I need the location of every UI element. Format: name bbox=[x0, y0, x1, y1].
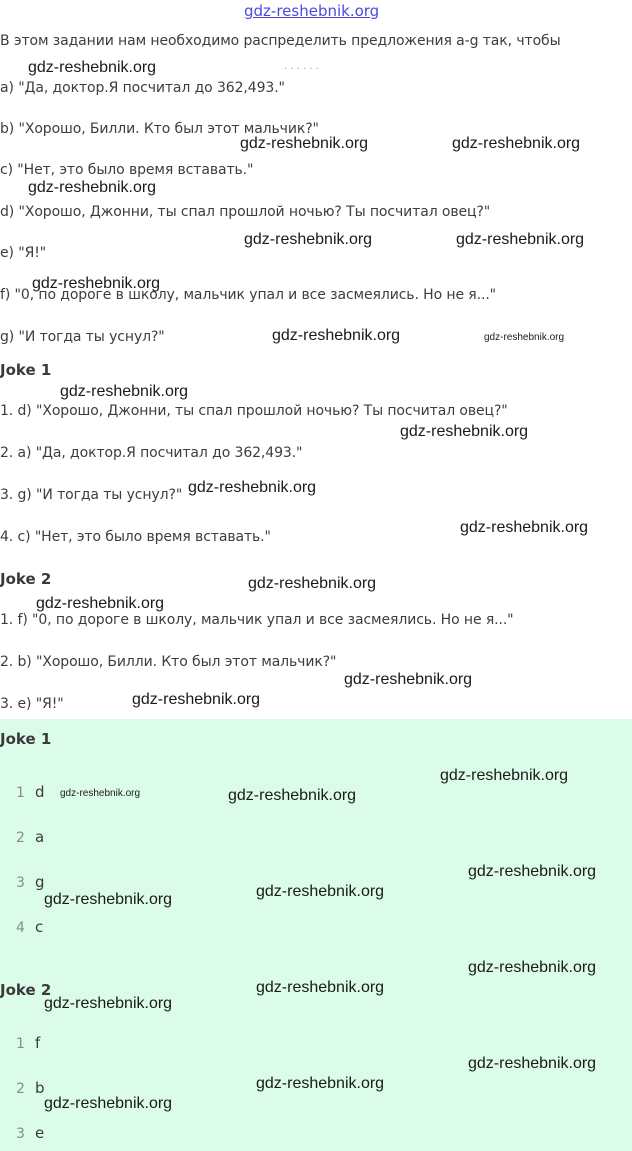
watermark: gdz-reshebnik.org bbox=[44, 1095, 173, 1112]
sentence-c: c) "Нет, это было время вставать." bbox=[0, 162, 254, 178]
watermark: gdz-reshebnik.org bbox=[256, 1075, 385, 1092]
sentence-a: a) "Да, доктор.Я посчитал до 362,493." bbox=[0, 80, 285, 96]
watermark: gdz-reshebnik.org bbox=[188, 479, 317, 496]
watermark: gdz-reshebnik.org bbox=[240, 135, 369, 152]
watermark: gdz-reshebnik.org bbox=[44, 891, 173, 908]
watermark: gdz-reshebnik.org bbox=[132, 691, 261, 708]
joke2-line: 3. e) "Я!" bbox=[0, 696, 64, 712]
watermark: gdz-reshebnik.org bbox=[400, 423, 529, 440]
answer-number: 2 bbox=[16, 830, 25, 846]
answer-letter: e bbox=[35, 1124, 45, 1142]
joke1-line: 1. d) "Хорошо, Джонни, ты спал прошлой ночью? Ты посчитал овец?" bbox=[0, 403, 508, 419]
joke1-line: 4. c) "Нет, это было время вставать." bbox=[0, 529, 271, 545]
joke2-line: 2. b) "Хорошо, Билли. Кто был этот мальчик?" bbox=[0, 654, 337, 670]
watermark: gdz-reshebnik.org bbox=[228, 787, 357, 804]
watermark: gdz-reshebnik.org bbox=[44, 995, 173, 1012]
answer-letter: b bbox=[35, 1079, 45, 1097]
answer-joke2-heading: Joke 2 bbox=[0, 981, 52, 999]
joke1-heading: Joke 1 bbox=[0, 361, 52, 379]
watermark: gdz-reshebnik.org bbox=[60, 788, 141, 799]
site-header-link[interactable]: gdz-reshebnik.org bbox=[244, 2, 380, 20]
watermark: gdz-reshebnik.org bbox=[256, 883, 385, 900]
answer-number: 3 bbox=[16, 875, 25, 891]
joke1-line: 3. g) "И тогда ты уснул?" bbox=[0, 487, 183, 503]
watermark: gdz-reshebnik.org bbox=[60, 383, 189, 400]
answer-number: 4 bbox=[16, 920, 25, 936]
watermark: gdz-reshebnik.org bbox=[256, 979, 385, 996]
joke1-line: 2. a) "Да, доктор.Я посчитал до 362,493." bbox=[0, 445, 303, 461]
answer-number: 2 bbox=[16, 1081, 25, 1097]
watermark: gdz-reshebnik.org bbox=[32, 275, 161, 292]
answer-joke1-heading: Joke 1 bbox=[0, 730, 52, 748]
joke2-heading: Joke 2 bbox=[0, 570, 52, 588]
watermark: gdz-reshebnik.org bbox=[248, 575, 377, 592]
sentence-g: g) "И тогда ты уснул?" bbox=[0, 329, 165, 345]
answer-letter: g bbox=[35, 873, 45, 891]
watermark: gdz-reshebnik.org bbox=[468, 1055, 597, 1072]
watermark: gdz-reshebnik.org bbox=[272, 327, 401, 344]
watermark: gdz-reshebnik.org bbox=[440, 767, 569, 784]
watermark: gdz-reshebnik.org bbox=[468, 863, 597, 880]
watermark: gdz-reshebnik.org bbox=[484, 332, 565, 343]
answer-number: 3 bbox=[16, 1126, 25, 1142]
answer-letter: a bbox=[35, 828, 45, 846]
watermark: gdz-reshebnik.org bbox=[468, 959, 597, 976]
joke2-line: 1. f) "0, по дороге в школу, мальчик упал и все засмеялись. Но не я..." bbox=[0, 612, 514, 628]
intro-text: В этом задании нам необходимо распределить предложения a-g так, чтобы bbox=[0, 33, 561, 49]
watermark: gdz-reshebnik.org bbox=[344, 671, 473, 688]
answer-letter: d bbox=[35, 783, 45, 801]
sentence-b: b) "Хорошо, Билли. Кто был этот мальчик?" bbox=[0, 121, 319, 137]
partially-hidden-text: · · · · · · bbox=[284, 64, 319, 75]
sentence-d: d) "Хорошо, Джонни, ты спал прошлой ночью? Ты посчитал овец?" bbox=[0, 204, 491, 220]
answer-number: 1 bbox=[16, 785, 25, 801]
sentence-e: e) "Я!" bbox=[0, 245, 47, 261]
watermark: gdz-reshebnik.org bbox=[244, 231, 373, 248]
watermark: gdz-reshebnik.org bbox=[456, 231, 585, 248]
watermark: gdz-reshebnik.org bbox=[36, 595, 165, 612]
watermark: gdz-reshebnik.org bbox=[460, 519, 589, 536]
watermark: gdz-reshebnik.org bbox=[28, 179, 157, 196]
answer-number: 1 bbox=[16, 1036, 25, 1052]
answer-letter: f bbox=[35, 1034, 41, 1052]
sentence-f: f) "0, по дороге в школу, мальчик упал и все засмеялись. Но не я..." bbox=[0, 287, 497, 303]
answer-letter: c bbox=[35, 918, 44, 936]
watermark: gdz-reshebnik.org bbox=[28, 59, 157, 76]
watermark: gdz-reshebnik.org bbox=[452, 135, 581, 152]
